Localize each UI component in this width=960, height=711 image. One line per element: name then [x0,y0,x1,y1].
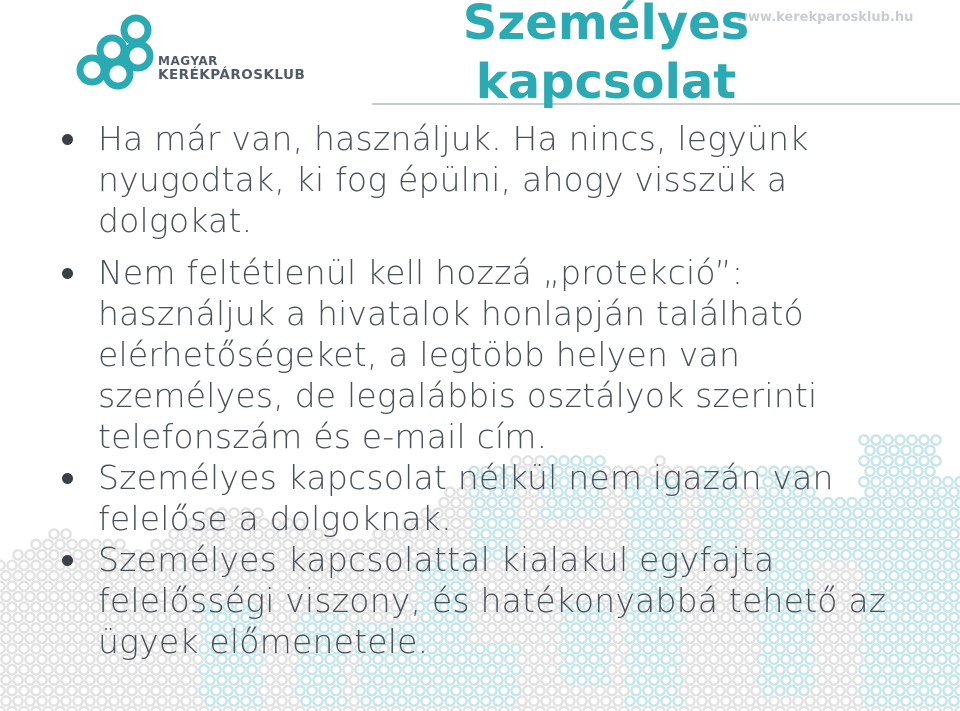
bullet-text: Ha már van, használjuk. Ha nincs, legyünk nyugodtak, ki fog épülni, ahogy visszük a dolgokat. [98,119,809,240]
bullet-text: Nem feltétlenül kell hozzá „protekció”: használjuk a hivatalok honlapján található elérhetőségeket, a legtöbb helyen van személyes, de legalábbis osztályok szerinti telefonszám és e-mail cím. [98,253,818,456]
bullet-item [60,252,920,457]
bullet-text: Személyes kapcsolattal kialakul egyfajta felelősségi viszony, és hatékonyabbá tehető az ügyek előmenetele. [98,540,887,661]
bullet-dot-icon [62,268,73,279]
bullet-item [60,539,920,662]
bullet-dot-icon [62,134,73,145]
bullet-item [60,118,920,241]
site-url[interactable]: www.kerekparosklub.hu [736,10,914,25]
bullet-dot-icon [62,555,73,566]
logo-text-magyar: MAGYAR [158,54,218,68]
bullet-dot-icon [62,473,73,484]
bullet-text: Személyes kapcsolat nélkül nem igazán van felelőse a dolgoknak. [98,458,834,538]
page-title: Személyes kapcsolat [462,0,750,110]
bullet-list [60,118,920,672]
logo-text-kerekparosklub: KERÉKPÁROSKLUB [158,67,306,83]
bullet-item [60,457,920,539]
